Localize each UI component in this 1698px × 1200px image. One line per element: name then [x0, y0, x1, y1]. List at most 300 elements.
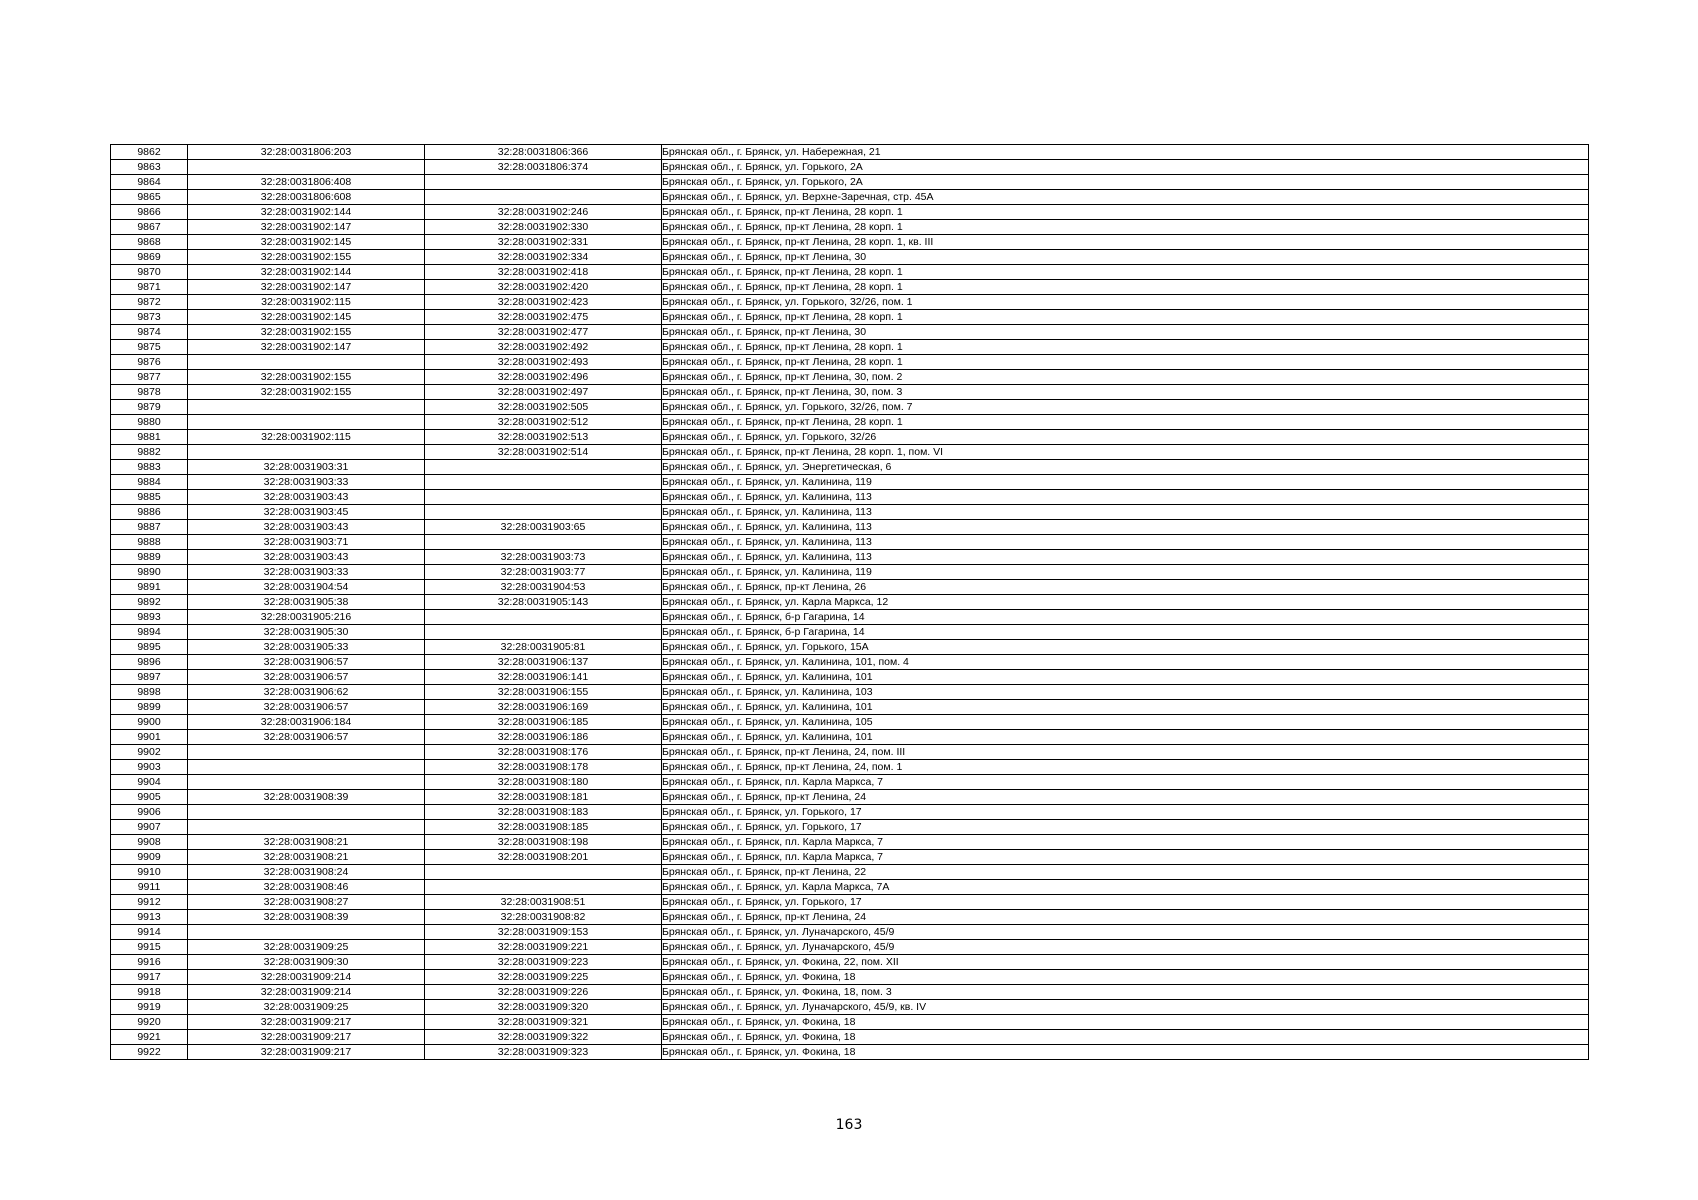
row-number-cell: 9916: [111, 955, 188, 970]
row-number-cell: 9864: [111, 175, 188, 190]
address-cell: Брянская обл., г. Брянск, ул. Горького, 17: [662, 820, 1589, 835]
table-row: [111, 640, 1589, 655]
cadastral-number-cell: 32:28:0031902:147: [188, 280, 425, 295]
cadastral-number-cell: 32:28:0031909:217: [188, 1030, 425, 1045]
table-row: [111, 1030, 1589, 1045]
row-number-cell: 9873: [111, 310, 188, 325]
address-cell: Брянская обл., г. Брянск, пр-кт Ленина, 30, пом. 3: [662, 385, 1589, 400]
cadastral-number-cell: 32:28:0031902:155: [188, 250, 425, 265]
table-row: [111, 790, 1589, 805]
address-cell: Брянская обл., г. Брянск, ул. Калинина, 101: [662, 700, 1589, 715]
row-number-cell: 9902: [111, 745, 188, 760]
table-row: [111, 730, 1589, 745]
address-cell: Брянская обл., г. Брянск, ул. Калинина, 119: [662, 565, 1589, 580]
cadastral-number-cell: 32:28:0031906:57: [188, 655, 425, 670]
object-number-cell: 32:28:0031908:201: [425, 850, 662, 865]
object-number-cell: 32:28:0031902:330: [425, 220, 662, 235]
row-number-cell: 9912: [111, 895, 188, 910]
address-cell: Брянская обл., г. Брянск, ул. Фокина, 18: [662, 970, 1589, 985]
object-number-cell: 32:28:0031902:334: [425, 250, 662, 265]
table-row: [111, 775, 1589, 790]
cadastral-number-cell: 32:28:0031903:45: [188, 505, 425, 520]
table-row: [111, 595, 1589, 610]
object-number-cell: [425, 190, 662, 205]
table-row: [111, 460, 1589, 475]
object-number-cell: [425, 535, 662, 550]
object-number-cell: [425, 490, 662, 505]
cadastral-number-cell: 32:28:0031905:38: [188, 595, 425, 610]
address-cell: Брянская обл., г. Брянск, б-р Гагарина, 14: [662, 625, 1589, 640]
address-cell: Брянская обл., г. Брянск, ул. Горького, 32/26, пом. 7: [662, 400, 1589, 415]
row-number-cell: 9913: [111, 910, 188, 925]
cadastral-number-cell: 32:28:0031806:608: [188, 190, 425, 205]
address-cell: Брянская обл., г. Брянск, ул. Фокина, 18, пом. 3: [662, 985, 1589, 1000]
object-number-cell: 32:28:0031902:497: [425, 385, 662, 400]
cadastral-number-cell: 32:28:0031902:145: [188, 235, 425, 250]
object-number-cell: [425, 865, 662, 880]
cadastral-number-cell: 32:28:0031902:147: [188, 340, 425, 355]
cadastral-number-cell: 32:28:0031903:43: [188, 520, 425, 535]
row-number-cell: 9901: [111, 730, 188, 745]
table-row: [111, 535, 1589, 550]
object-number-cell: 32:28:0031908:176: [425, 745, 662, 760]
object-number-cell: 32:28:0031909:321: [425, 1015, 662, 1030]
address-cell: Брянская обл., г. Брянск, ул. Горького, 15А: [662, 640, 1589, 655]
table-row: [111, 895, 1589, 910]
row-number-cell: 9863: [111, 160, 188, 175]
row-number-cell: 9909: [111, 850, 188, 865]
table-row: [111, 1045, 1589, 1060]
address-cell: Брянская обл., г. Брянск, ул. Карла Маркса, 12: [662, 595, 1589, 610]
row-number-cell: 9874: [111, 325, 188, 340]
row-number-cell: 9917: [111, 970, 188, 985]
address-cell: Брянская обл., г. Брянск, пл. Карла Маркса, 7: [662, 775, 1589, 790]
table-row: [111, 970, 1589, 985]
row-number-cell: 9878: [111, 385, 188, 400]
object-number-cell: 32:28:0031902:505: [425, 400, 662, 415]
cadastral-number-cell: [188, 400, 425, 415]
cadastral-number-cell: 32:28:0031906:184: [188, 715, 425, 730]
object-number-cell: 32:28:0031908:183: [425, 805, 662, 820]
table-row: [111, 220, 1589, 235]
address-cell: Брянская обл., г. Брянск, ул. Луначарского, 45/9: [662, 940, 1589, 955]
row-number-cell: 9898: [111, 685, 188, 700]
cadastral-number-cell: [188, 760, 425, 775]
cadastral-number-cell: 32:28:0031908:39: [188, 910, 425, 925]
address-cell: Брянская обл., г. Брянск, пр-кт Ленина, 30: [662, 325, 1589, 340]
table-row: [111, 235, 1589, 250]
cadastral-number-cell: [188, 355, 425, 370]
cadastral-number-cell: 32:28:0031903:33: [188, 475, 425, 490]
cadastral-number-cell: 32:28:0031908:39: [188, 790, 425, 805]
cadastral-number-cell: 32:28:0031909:214: [188, 970, 425, 985]
address-cell: Брянская обл., г. Брянск, ул. Верхне-Заречная, стр. 45А: [662, 190, 1589, 205]
address-cell: Брянская обл., г. Брянск, ул. Калинина, 101: [662, 730, 1589, 745]
object-number-cell: 32:28:0031909:225: [425, 970, 662, 985]
table-row: [111, 955, 1589, 970]
address-cell: Брянская обл., г. Брянск, пр-кт Ленина, 24: [662, 790, 1589, 805]
address-cell: Брянская обл., г. Брянск, пр-кт Ленина, 28 корп. 1: [662, 310, 1589, 325]
row-number-cell: 9867: [111, 220, 188, 235]
object-number-cell: 32:28:0031906:169: [425, 700, 662, 715]
object-number-cell: [425, 175, 662, 190]
address-cell: Брянская обл., г. Брянск, пр-кт Ленина, 30: [662, 250, 1589, 265]
cadastral-number-cell: 32:28:0031903:71: [188, 535, 425, 550]
row-number-cell: 9890: [111, 565, 188, 580]
address-cell: Брянская обл., г. Брянск, пр-кт Ленина, 28 корп. 1: [662, 205, 1589, 220]
table-row: [111, 610, 1589, 625]
cadastral-number-cell: 32:28:0031902:144: [188, 205, 425, 220]
object-number-cell: 32:28:0031909:221: [425, 940, 662, 955]
cadastral-number-cell: 32:28:0031903:43: [188, 550, 425, 565]
object-number-cell: 32:28:0031908:181: [425, 790, 662, 805]
address-cell: Брянская обл., г. Брянск, пр-кт Ленина, 28 корп. 1, пом. VI: [662, 445, 1589, 460]
row-number-cell: 9896: [111, 655, 188, 670]
object-number-cell: 32:28:0031902:477: [425, 325, 662, 340]
page-number: 163: [835, 1117, 863, 1133]
cadastral-number-cell: 32:28:0031908:21: [188, 850, 425, 865]
object-number-cell: 32:28:0031902:496: [425, 370, 662, 385]
address-cell: Брянская обл., г. Брянск, ул. Карла Маркса, 7А: [662, 880, 1589, 895]
table-row: [111, 580, 1589, 595]
object-number-cell: 32:28:0031908:82: [425, 910, 662, 925]
row-number-cell: 9904: [111, 775, 188, 790]
object-number-cell: 32:28:0031908:180: [425, 775, 662, 790]
cadastral-number-cell: 32:28:0031902:144: [188, 265, 425, 280]
table-row: [111, 385, 1589, 400]
address-cell: Брянская обл., г. Брянск, ул. Калинина, 101, пом. 4: [662, 655, 1589, 670]
cadastral-number-cell: 32:28:0031902:115: [188, 295, 425, 310]
object-number-cell: 32:28:0031909:323: [425, 1045, 662, 1060]
address-cell: Брянская обл., г. Брянск, пр-кт Ленина, 28 корп. 1, кв. III: [662, 235, 1589, 250]
table-row: [111, 835, 1589, 850]
cadastral-number-cell: 32:28:0031908:46: [188, 880, 425, 895]
address-cell: Брянская обл., г. Брянск, ул. Калинина, 105: [662, 715, 1589, 730]
object-number-cell: 32:28:0031902:246: [425, 205, 662, 220]
cadastral-number-cell: 32:28:0031902:155: [188, 370, 425, 385]
address-cell: Брянская обл., г. Брянск, ул. Горького, 32/26: [662, 430, 1589, 445]
table-row: [111, 415, 1589, 430]
cadastral-number-cell: 32:28:0031902:145: [188, 310, 425, 325]
object-number-cell: 32:28:0031906:185: [425, 715, 662, 730]
address-cell: Брянская обл., г. Брянск, пр-кт Ленина, 24, пом. III: [662, 745, 1589, 760]
table-row: [111, 340, 1589, 355]
address-cell: Брянская обл., г. Брянск, ул. Горького, 17: [662, 805, 1589, 820]
cadastral-number-cell: 32:28:0031902:155: [188, 325, 425, 340]
table-row: [111, 145, 1589, 160]
row-number-cell: 9884: [111, 475, 188, 490]
cadastral-number-cell: 32:28:0031903:43: [188, 490, 425, 505]
address-cell: Брянская обл., г. Брянск, пр-кт Ленина, 24: [662, 910, 1589, 925]
address-cell: Брянская обл., г. Брянск, пр-кт Ленина, 28 корп. 1: [662, 220, 1589, 235]
cadastral-number-cell: 32:28:0031906:57: [188, 670, 425, 685]
table-row: [111, 1015, 1589, 1030]
object-number-cell: 32:28:0031906:141: [425, 670, 662, 685]
address-cell: Брянская обл., г. Брянск, ул. Фокина, 18: [662, 1030, 1589, 1045]
row-number-cell: 9869: [111, 250, 188, 265]
object-number-cell: 32:28:0031908:198: [425, 835, 662, 850]
object-number-cell: 32:28:0031904:53: [425, 580, 662, 595]
object-number-cell: 32:28:0031908:185: [425, 820, 662, 835]
address-cell: Брянская обл., г. Брянск, пр-кт Ленина, 28 корп. 1: [662, 340, 1589, 355]
address-cell: Брянская обл., г. Брянск, ул. Калинина, 113: [662, 505, 1589, 520]
row-number-cell: 9915: [111, 940, 188, 955]
table-body: [111, 145, 1589, 1060]
object-number-cell: 32:28:0031806:374: [425, 160, 662, 175]
row-number-cell: 9918: [111, 985, 188, 1000]
cadastral-number-cell: 32:28:0031905:30: [188, 625, 425, 640]
address-cell: Брянская обл., г. Брянск, пр-кт Ленина, 28 корп. 1: [662, 280, 1589, 295]
address-cell: Брянская обл., г. Брянск, ул. Луначарского, 45/9: [662, 925, 1589, 940]
cadastral-number-cell: 32:28:0031909:214: [188, 985, 425, 1000]
table-row: [111, 865, 1589, 880]
cadastral-number-cell: 32:28:0031903:33: [188, 565, 425, 580]
row-number-cell: 9903: [111, 760, 188, 775]
row-number-cell: 9879: [111, 400, 188, 415]
object-number-cell: 32:28:0031908:51: [425, 895, 662, 910]
cadastral-number-cell: 32:28:0031904:54: [188, 580, 425, 595]
address-cell: Брянская обл., г. Брянск, ул. Набережная, 21: [662, 145, 1589, 160]
object-number-cell: 32:28:0031902:475: [425, 310, 662, 325]
cadastral-number-cell: 32:28:0031902:155: [188, 385, 425, 400]
cadastral-number-cell: 32:28:0031909:217: [188, 1015, 425, 1030]
object-number-cell: 32:28:0031909:320: [425, 1000, 662, 1015]
table-row: [111, 265, 1589, 280]
object-number-cell: 32:28:0031806:366: [425, 145, 662, 160]
object-number-cell: 32:28:0031902:418: [425, 265, 662, 280]
row-number-cell: 9866: [111, 205, 188, 220]
row-number-cell: 9921: [111, 1030, 188, 1045]
address-cell: Брянская обл., г. Брянск, ул. Калинина, 113: [662, 490, 1589, 505]
row-number-cell: 9894: [111, 625, 188, 640]
row-number-cell: 9922: [111, 1045, 188, 1060]
row-number-cell: 9887: [111, 520, 188, 535]
address-cell: Брянская обл., г. Брянск, ул. Калинина, 113: [662, 520, 1589, 535]
cadastral-number-cell: [188, 805, 425, 820]
table-row: [111, 160, 1589, 175]
object-number-cell: 32:28:0031909:322: [425, 1030, 662, 1045]
address-cell: Брянская обл., г. Брянск, ул. Фокина, 18: [662, 1045, 1589, 1060]
object-number-cell: 32:28:0031905:81: [425, 640, 662, 655]
cadastral-number-cell: [188, 415, 425, 430]
table-row: [111, 715, 1589, 730]
address-cell: Брянская обл., г. Брянск, б-р Гагарина, 14: [662, 610, 1589, 625]
object-number-cell: [425, 475, 662, 490]
table-row: [111, 700, 1589, 715]
row-number-cell: 9875: [111, 340, 188, 355]
table-row: [111, 520, 1589, 535]
cadastral-number-cell: 32:28:0031806:203: [188, 145, 425, 160]
cadastral-number-cell: 32:28:0031909:25: [188, 940, 425, 955]
object-number-cell: 32:28:0031902:512: [425, 415, 662, 430]
row-number-cell: 9886: [111, 505, 188, 520]
object-number-cell: 32:28:0031905:143: [425, 595, 662, 610]
row-number-cell: 9892: [111, 595, 188, 610]
row-number-cell: 9885: [111, 490, 188, 505]
table-row: [111, 295, 1589, 310]
cadastral-number-cell: 32:28:0031908:27: [188, 895, 425, 910]
cadastral-number-cell: [188, 160, 425, 175]
table-row: [111, 475, 1589, 490]
cadastral-number-cell: 32:28:0031902:115: [188, 430, 425, 445]
table-row: [111, 445, 1589, 460]
table-row: [111, 370, 1589, 385]
table-row: [111, 655, 1589, 670]
table-row: [111, 190, 1589, 205]
row-number-cell: 9907: [111, 820, 188, 835]
cadastral-number-cell: 32:28:0031905:33: [188, 640, 425, 655]
object-number-cell: 32:28:0031903:77: [425, 565, 662, 580]
table-row: [111, 925, 1589, 940]
table-row: [111, 505, 1589, 520]
cadastral-number-cell: [188, 445, 425, 460]
table-row: [111, 940, 1589, 955]
row-number-cell: 9893: [111, 610, 188, 625]
address-cell: Брянская обл., г. Брянск, ул. Фокина, 22, пом. XII: [662, 955, 1589, 970]
address-cell: Брянская обл., г. Брянск, ул. Горького, 17: [662, 895, 1589, 910]
table-row: [111, 565, 1589, 580]
row-number-cell: 9876: [111, 355, 188, 370]
object-number-cell: 32:28:0031906:186: [425, 730, 662, 745]
table-row: [111, 805, 1589, 820]
table-row: [111, 175, 1589, 190]
object-number-cell: 32:28:0031902:492: [425, 340, 662, 355]
object-number-cell: 32:28:0031909:223: [425, 955, 662, 970]
row-number-cell: 9891: [111, 580, 188, 595]
table-row: [111, 850, 1589, 865]
object-number-cell: [425, 880, 662, 895]
table-row: [111, 280, 1589, 295]
cadastral-number-cell: 32:28:0031908:21: [188, 835, 425, 850]
table-row: [111, 625, 1589, 640]
cadastral-number-cell: 32:28:0031906:57: [188, 700, 425, 715]
cadastral-number-cell: [188, 925, 425, 940]
cadastral-table: [110, 144, 1589, 1060]
address-cell: Брянская обл., г. Брянск, пр-кт Ленина, 28 корп. 1: [662, 415, 1589, 430]
object-number-cell: 32:28:0031908:178: [425, 760, 662, 775]
object-number-cell: 32:28:0031909:226: [425, 985, 662, 1000]
table-row: [111, 550, 1589, 565]
address-cell: Брянская обл., г. Брянск, пр-кт Ленина, 24, пом. 1: [662, 760, 1589, 775]
address-cell: Брянская обл., г. Брянск, пл. Карла Маркса, 7: [662, 835, 1589, 850]
row-number-cell: 9910: [111, 865, 188, 880]
cadastral-number-cell: 32:28:0031909:25: [188, 1000, 425, 1015]
address-cell: Брянская обл., г. Брянск, ул. Горького, 2А: [662, 160, 1589, 175]
object-number-cell: 32:28:0031902:514: [425, 445, 662, 460]
cadastral-number-cell: [188, 775, 425, 790]
address-cell: Брянская обл., г. Брянск, ул. Калинина, 101: [662, 670, 1589, 685]
row-number-cell: 9862: [111, 145, 188, 160]
address-cell: Брянская обл., г. Брянск, пр-кт Ленина, 22: [662, 865, 1589, 880]
address-cell: Брянская обл., г. Брянск, ул. Горького, 2А: [662, 175, 1589, 190]
table-row: [111, 910, 1589, 925]
object-number-cell: 32:28:0031902:420: [425, 280, 662, 295]
table-row: [111, 880, 1589, 895]
object-number-cell: 32:28:0031902:331: [425, 235, 662, 250]
object-number-cell: 32:28:0031906:155: [425, 685, 662, 700]
row-number-cell: 9883: [111, 460, 188, 475]
table-row: [111, 490, 1589, 505]
cadastral-number-cell: 32:28:0031909:217: [188, 1045, 425, 1060]
cadastral-number-cell: 32:28:0031902:147: [188, 220, 425, 235]
row-number-cell: 9882: [111, 445, 188, 460]
cadastral-number-cell: 32:28:0031906:62: [188, 685, 425, 700]
row-number-cell: 9895: [111, 640, 188, 655]
object-number-cell: 32:28:0031902:513: [425, 430, 662, 445]
object-number-cell: [425, 505, 662, 520]
object-number-cell: [425, 625, 662, 640]
object-number-cell: 32:28:0031902:493: [425, 355, 662, 370]
object-number-cell: 32:28:0031909:153: [425, 925, 662, 940]
table-row: [111, 670, 1589, 685]
address-cell: Брянская обл., г. Брянск, ул. Фокина, 18: [662, 1015, 1589, 1030]
address-cell: Брянская обл., г. Брянск, ул. Энергетическая, 6: [662, 460, 1589, 475]
object-number-cell: [425, 460, 662, 475]
address-cell: Брянская обл., г. Брянск, ул. Калинина, 103: [662, 685, 1589, 700]
address-cell: Брянская обл., г. Брянск, ул. Калинина, 113: [662, 550, 1589, 565]
cadastral-number-cell: 32:28:0031906:57: [188, 730, 425, 745]
object-number-cell: 32:28:0031906:137: [425, 655, 662, 670]
table-row: [111, 1000, 1589, 1015]
table-row: [111, 205, 1589, 220]
table-row: [111, 430, 1589, 445]
object-number-cell: 32:28:0031902:423: [425, 295, 662, 310]
row-number-cell: 9899: [111, 700, 188, 715]
row-number-cell: 9888: [111, 535, 188, 550]
object-number-cell: 32:28:0031903:65: [425, 520, 662, 535]
row-number-cell: 9870: [111, 265, 188, 280]
table-row: [111, 355, 1589, 370]
table-row: [111, 745, 1589, 760]
row-number-cell: 9905: [111, 790, 188, 805]
table-row: [111, 820, 1589, 835]
object-number-cell: 32:28:0031903:73: [425, 550, 662, 565]
cadastral-number-cell: 32:28:0031903:31: [188, 460, 425, 475]
table-row: [111, 310, 1589, 325]
table-row: [111, 250, 1589, 265]
row-number-cell: 9871: [111, 280, 188, 295]
address-cell: Брянская обл., г. Брянск, ул. Калинина, 119: [662, 475, 1589, 490]
address-cell: Брянская обл., г. Брянск, пр-кт Ленина, 26: [662, 580, 1589, 595]
row-number-cell: 9911: [111, 880, 188, 895]
cadastral-number-cell: [188, 745, 425, 760]
address-cell: Брянская обл., г. Брянск, пр-кт Ленина, 28 корп. 1: [662, 265, 1589, 280]
cadastral-number-cell: 32:28:0031905:216: [188, 610, 425, 625]
address-cell: Брянская обл., г. Брянск, пр-кт Ленина, 30, пом. 2: [662, 370, 1589, 385]
row-number-cell: 9865: [111, 190, 188, 205]
row-number-cell: 9914: [111, 925, 188, 940]
row-number-cell: 9880: [111, 415, 188, 430]
address-cell: Брянская обл., г. Брянск, ул. Калинина, 113: [662, 535, 1589, 550]
address-cell: Брянская обл., г. Брянск, пл. Карла Маркса, 7: [662, 850, 1589, 865]
address-cell: Брянская обл., г. Брянск, пр-кт Ленина, 28 корп. 1: [662, 355, 1589, 370]
row-number-cell: 9919: [111, 1000, 188, 1015]
cadastral-number-cell: 32:28:0031806:408: [188, 175, 425, 190]
cadastral-number-cell: 32:28:0031908:24: [188, 865, 425, 880]
address-cell: Брянская обл., г. Брянск, ул. Луначарского, 45/9, кв. IV: [662, 1000, 1589, 1015]
object-number-cell: [425, 610, 662, 625]
table-row: [111, 325, 1589, 340]
table-row: [111, 985, 1589, 1000]
row-number-cell: 9881: [111, 430, 188, 445]
row-number-cell: 9920: [111, 1015, 188, 1030]
row-number-cell: 9908: [111, 835, 188, 850]
row-number-cell: 9900: [111, 715, 188, 730]
table-row: [111, 400, 1589, 415]
address-cell: Брянская обл., г. Брянск, ул. Горького, 32/26, пом. 1: [662, 295, 1589, 310]
row-number-cell: 9889: [111, 550, 188, 565]
table-row: [111, 685, 1589, 700]
